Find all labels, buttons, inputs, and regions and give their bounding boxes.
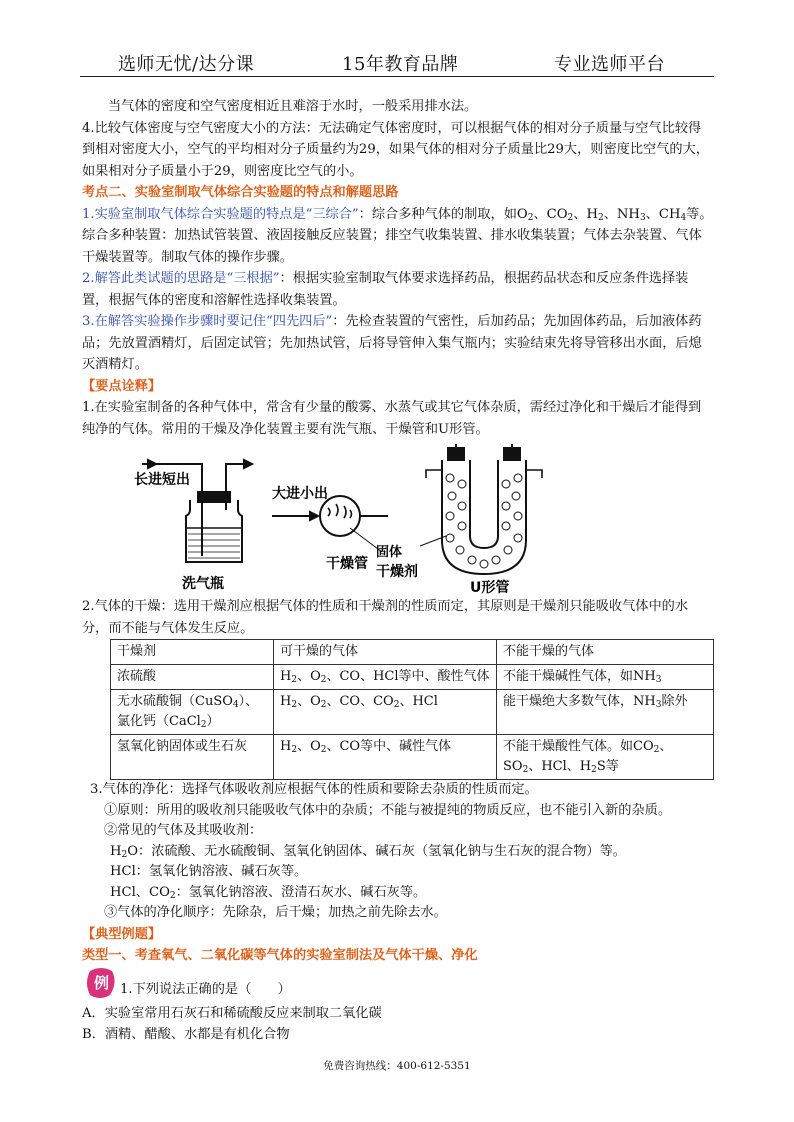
apparatus-figure [82, 444, 714, 594]
table-row: 无水硫酸铜（CuSO$_4$）、氯化钙（CaCl$_2$） $H_2$、$O_2$、CO、$CO_2$、HCl 能干燥绝大多数气体，$NH_3$除外 [111, 690, 714, 735]
para-yd-1: 1.在实验室制备的各种气体中，常含有少量的酸雾、水蒸气或其它气体杂质，需经过净化和干燥后才能得到纯净的气体。常用的干燥及净化装置主要有洗气瓶、干燥管和U形管。 [82, 400, 702, 437]
para-yd-3-3: ③气体的净化顺序：先除杂，后干燥；加热之前先除去水。 [104, 905, 447, 920]
absorbent-hcl: HCl：氢氧化钠溶液、碱石灰等。 [110, 864, 308, 879]
footer-hotline: 免费咨询热线：400-612-5351 [323, 1060, 471, 1072]
option-a: A．实验室常用石灰石和稀硫酸反应来制取二氧化碳 [82, 1005, 382, 1021]
table-header: 可干燥的气体 [274, 640, 497, 665]
section-title-examples: 【典型例题】 [82, 926, 162, 942]
table-row: 浓硫酸 $H_2$、$O_2$、CO、HCl等中、酸性气体 不能干燥碱性气体，如$NH_3$ [111, 665, 714, 690]
header-center: 15年教育品牌 [342, 54, 459, 75]
option-b: B．酒精、醋酸、水都是有机化合物 [82, 1027, 290, 1042]
table-header: 不能干燥的气体 [497, 640, 714, 665]
para-yd-2: 2.气体的干燥：选用干燥剂应根据气体的性质和干燥剂的性质而定，其原则是干燥剂只能吸收气体中的水分，而不能与气体发生反应。 [82, 599, 689, 636]
kp2-2-lead: 2.解答此类试题的思路是“三根据” [82, 271, 280, 286]
example-badge-icon [84, 967, 118, 999]
label-drying-tube: 干燥管 [326, 556, 368, 572]
para-drainage: 当气体的密度和空气密度相近且难溶于水时，一般采用排水法。 [108, 99, 478, 114]
label-wash-bottle: 洗气瓶 [182, 576, 224, 592]
para-kp2-1: 1.实验室制取气体综合实验题的特点是“三综合”：综合多种气体的制取，如$O_2$、$CO_2$、$H_2$、$NH_3$、$CH_4$等。综合多种装置：加热试管装置、液固接触反应装置；排空气收集装置、排水收集装置；气体去杂装置、气体干燥装置等。制取气体的操作步骤。 [82, 206, 713, 265]
example-question [82, 969, 714, 1003]
section-title-type1: 类型一、考查氧气、二氧化碳等气体的实验室制法及气体干燥、净化 [82, 948, 478, 963]
para-yd-3-1: ①原则：所用的吸收剂只能吸收气体中的杂质；不能与被提纯的物质反应，也不能引入新的杂质。 [104, 802, 672, 818]
drying-tube-icon [272, 496, 388, 552]
absorbent-hcl-co2: HCl、$CO_2$：氢氧化钠溶液、澄清石灰水、碱石灰等。 [110, 884, 427, 901]
kp2-1-lead: 1.实验室制取气体综合实验题的特点是“三综合” [82, 206, 359, 222]
para-yd-3-2: ②常见的气体及其吸收剂： [104, 823, 263, 838]
label-big-in: 大进小出 [272, 486, 328, 502]
header-left: 选师无忧/达分课 [118, 54, 255, 75]
para-density-compare: 4.比较气体密度与空气密度大小的方法：无法确定气体密度时，可以根据气体的相对分子质量与空气比较得到相对密度大小，空气的平均相对分子质量约为29，如果气体的相对分子质量比29大，则密度比空气的大，如果相对分子质量小于29，则密度比空气的小。 [82, 120, 709, 179]
kp2-3-lead: 3.在解答实验操作步骤时要记住“四先四后” [82, 314, 333, 329]
page-header [80, 42, 714, 77]
label-long-in: 长进短出 [134, 472, 190, 488]
label-solid: 固体 [376, 545, 403, 560]
para-kp2-2: 2.解答此类试题的思路是“三根据”：根据实验室制取气体要求选择药品，根据药品状态和反应条件选择装置，根据气体的密度和溶解性选择收集装置。 [82, 271, 689, 308]
desiccant-table [110, 639, 714, 780]
u-tube-icon [426, 444, 542, 574]
absorbent-h2o: $H_2O$：浓硫酸、无水硫酸铜、氢氧化钠固体、碱石灰（氢氧化钠与生石灰的混合物）等。 [110, 843, 626, 860]
question-1: 1.下列说法正确的是（ ） [120, 981, 291, 997]
para-yd-3: 3.气体的净化：选择气体吸收剂应根据气体的性质和要除去杂质的性质而定。 [90, 782, 538, 797]
label-desiccant: 干燥剂 [376, 564, 418, 580]
table-row: 氢氧化钠固体或生石灰 $H_2$、$O_2$、CO等中、碱性气体 不能干燥酸性气体。如$CO_2$、$SO_2$、HCl、$H_2S$等 [111, 735, 714, 780]
section-title-yd: 【要点诠释】 [82, 378, 162, 394]
document-body [82, 96, 714, 1046]
section-title-kp2: 考点二、实验室制取气体综合实验题的特点和解题思路 [82, 185, 399, 200]
svg-text:例: 例 [94, 973, 110, 992]
table-header: 干燥剂 [111, 640, 274, 665]
header-right: 专业选师平台 [554, 54, 665, 75]
para-kp2-3: 3.在解答实验操作步骤时要记住“四先四后”：先检查装置的气密性，后加药品；先加固体药品，后加液体药品；先放置酒精灯，后固定试管；先加热试管，后将导管伸入集气瓶内；实验结束先将导管移出水面，后熄灭酒精灯。 [82, 314, 702, 372]
label-u-tube: U形管 [470, 580, 510, 594]
apparatus-drawing [82, 444, 714, 594]
table-header-row [111, 640, 714, 665]
